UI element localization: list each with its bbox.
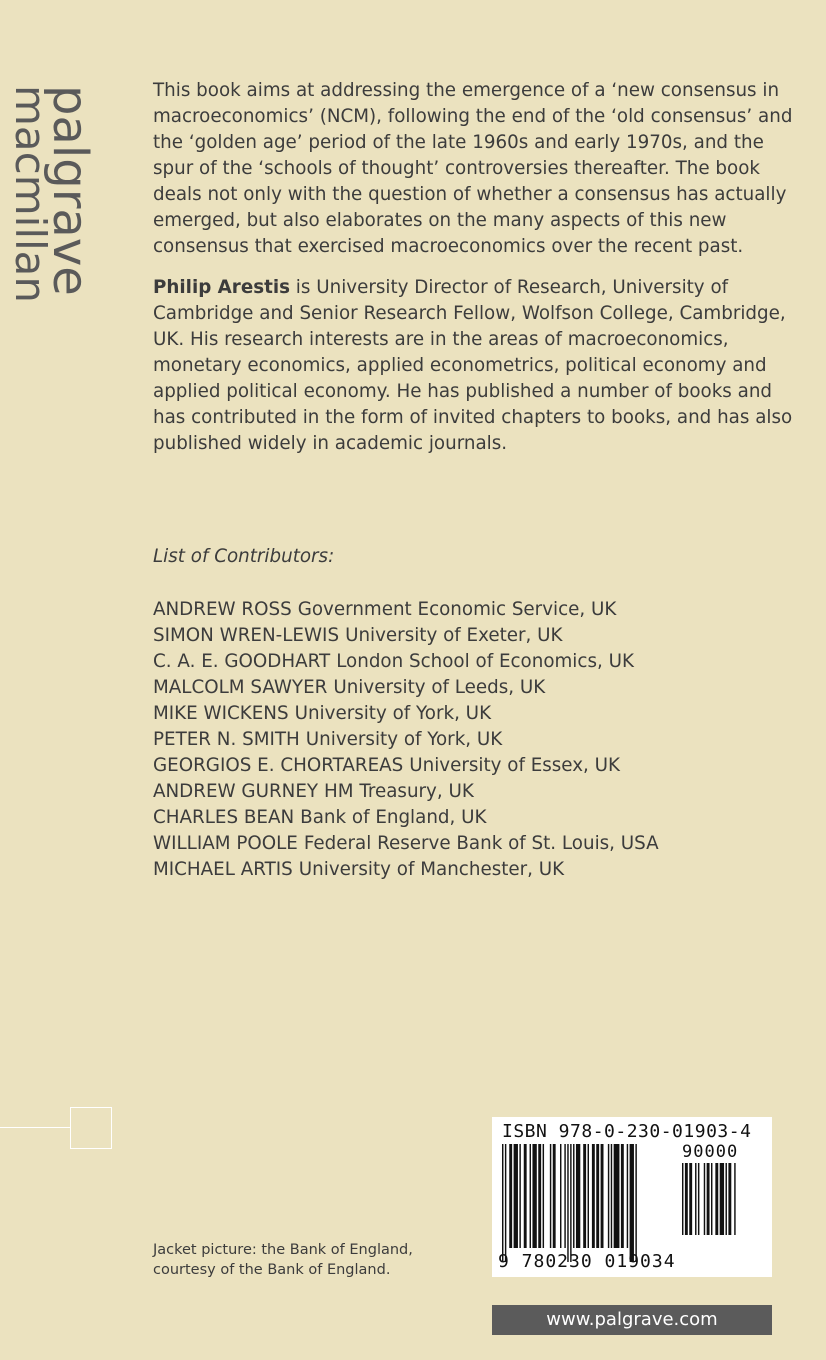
barcode-bar <box>728 1163 731 1235</box>
author-bio-text: is University Director of Research, University of Cambridge and Senior Research Fellow, Wolfson College, Cambridge, UK. His research interests are in the areas of macroeconomics, monetary economics, applied econometrics, political economy and applied political economy. He has published a number of books and has contributed in the form of invited chapters to books, and has also published widely in academic journals. <box>153 277 793 454</box>
barcode-bar <box>627 1144 628 1248</box>
barcode-bar <box>601 1144 604 1248</box>
barcode-bar <box>614 1144 620 1248</box>
barcode-bar <box>576 1144 580 1248</box>
contributor-name: WILLIAM POOLE <box>153 833 298 854</box>
back-cover-text <box>153 78 793 472</box>
jacket-credit-line2: courtesy of the Bank of England. <box>153 1262 391 1278</box>
spine-logo-line2: macmillan <box>6 85 55 304</box>
spine-logo-line1: palgrave <box>42 85 98 296</box>
contributor-affiliation: University of York, UK <box>305 729 503 750</box>
barcode-bar <box>514 1144 518 1248</box>
barcode-bar <box>734 1163 735 1235</box>
contributor-item <box>153 753 659 779</box>
contributor-name: MICHAEL ARTIS <box>153 859 293 880</box>
contributor-name: SIMON WREN-LEWIS <box>153 625 340 646</box>
isbn-number: ISBN 978-0-230-01903-4 <box>502 1121 752 1142</box>
author-bio <box>153 275 793 457</box>
contributor-name: C. A. E. GOODHART <box>153 651 331 672</box>
jacket-credit-line1: Jacket picture: the Bank of England, <box>153 1242 413 1258</box>
contributor-affiliation: HM Treasury, UK <box>324 781 474 802</box>
contributor-item <box>153 805 659 831</box>
contributor-item <box>153 675 659 701</box>
decorative-line <box>0 1127 70 1128</box>
barcode-bar <box>588 1144 589 1248</box>
contributor-affiliation: London School of Economics, UK <box>336 651 634 672</box>
barcode-bar <box>698 1163 699 1235</box>
barcode-bar <box>583 1144 586 1248</box>
contributor-name: MALCOLM SAWYER <box>153 677 328 698</box>
barcode-bar <box>573 1144 574 1248</box>
jacket-credit <box>153 1240 413 1280</box>
barcode-bar <box>524 1144 527 1248</box>
contributor-name: GEORGIOS E. CHORTAREAS <box>153 755 404 776</box>
contributor-item <box>153 857 659 883</box>
barcode-bar <box>682 1163 683 1235</box>
contributor-name: ANDREW ROSS <box>153 599 292 620</box>
barcode-bar <box>553 1144 556 1248</box>
barcode-bar <box>621 1144 624 1248</box>
barcode-bars <box>502 1144 667 1262</box>
barcode-bar <box>538 1144 541 1248</box>
barcode-bar <box>509 1144 512 1248</box>
contributor-affiliation: University of Exeter, UK <box>345 625 563 646</box>
barcode-bar <box>592 1144 595 1248</box>
contributor-name: MIKE WICKENS <box>153 703 289 724</box>
contributor-item <box>153 701 659 727</box>
barcode-bar <box>695 1163 696 1235</box>
isbn-barcode <box>492 1117 772 1277</box>
barcode-bar <box>704 1163 705 1235</box>
barcode-bar <box>505 1144 506 1262</box>
barcode-bar <box>608 1144 609 1248</box>
barcode-bar <box>532 1144 536 1248</box>
contributor-name: CHARLES BEAN <box>153 807 295 828</box>
barcode-bar <box>720 1163 724 1235</box>
barcode-bar <box>564 1144 565 1248</box>
barcode-bar <box>543 1144 544 1248</box>
book-description: This book aims at addressing the emergence of a ‘new consensus in macroeconomics’ (NCM), following the end of the ‘old consensus’ and the ‘golden age’ period of the late 1960s and early 1970s, and the spur of the ‘schools of thought’ controversies thereafter. The book deals not only with the question of whether a consensus has actually emerged, but also elaborates on the many aspects of this new consensus that exercised macroeconomics over the recent past. <box>153 80 793 257</box>
barcode-bar <box>530 1144 531 1248</box>
contributor-item <box>153 623 659 649</box>
contributor-affiliation: University of Leeds, UK <box>333 677 546 698</box>
contributor-name: ANDREW GURNEY <box>153 781 319 802</box>
barcode-bar <box>689 1163 692 1235</box>
contributor-affiliation: Federal Reserve Bank of St. Louis, USA <box>303 833 659 854</box>
contributors-heading: List of Contributors: <box>153 546 335 567</box>
contributor-affiliation: University of York, UK <box>294 703 492 724</box>
price-code: 90000 <box>682 1142 739 1162</box>
contributor-item <box>153 649 659 675</box>
contributor-item <box>153 779 659 805</box>
contributor-affiliation: Government Economic Service, UK <box>297 599 617 620</box>
barcode-bar <box>570 1144 571 1262</box>
barcode-bar <box>550 1144 551 1248</box>
barcode-bar <box>596 1144 599 1248</box>
contributor-affiliation: University of Essex, UK <box>409 755 621 776</box>
publisher-spine-logo <box>6 85 98 335</box>
publisher-website[interactable]: www.palgrave.com <box>492 1305 772 1335</box>
contributor-item <box>153 831 659 857</box>
barcode-bar <box>630 1144 634 1262</box>
barcode-bar <box>685 1163 688 1235</box>
barcode-bar <box>711 1163 712 1235</box>
contributor-item <box>153 597 659 623</box>
barcode-bar <box>502 1144 503 1262</box>
contributor-affiliation: University of Manchester, UK <box>298 859 565 880</box>
barcode-bar <box>635 1144 636 1262</box>
ean-digits: 9 780230 019034 <box>498 1251 676 1272</box>
barcode-bar <box>611 1144 612 1248</box>
decorative-square <box>70 1107 112 1149</box>
contributor-affiliation: Bank of England, UK <box>300 807 487 828</box>
barcode-addon-bars <box>682 1163 760 1249</box>
barcode-bar <box>560 1144 561 1248</box>
barcode-bar <box>707 1163 710 1235</box>
contributor-name: PETER N. SMITH <box>153 729 300 750</box>
barcode-bar <box>715 1163 718 1235</box>
barcode-bar <box>726 1163 727 1235</box>
contributor-item <box>153 727 659 753</box>
barcode-bar <box>567 1144 568 1262</box>
author-name: Philip Arestis <box>153 277 290 298</box>
contributors-list <box>153 597 659 883</box>
barcode-bar <box>519 1144 520 1248</box>
